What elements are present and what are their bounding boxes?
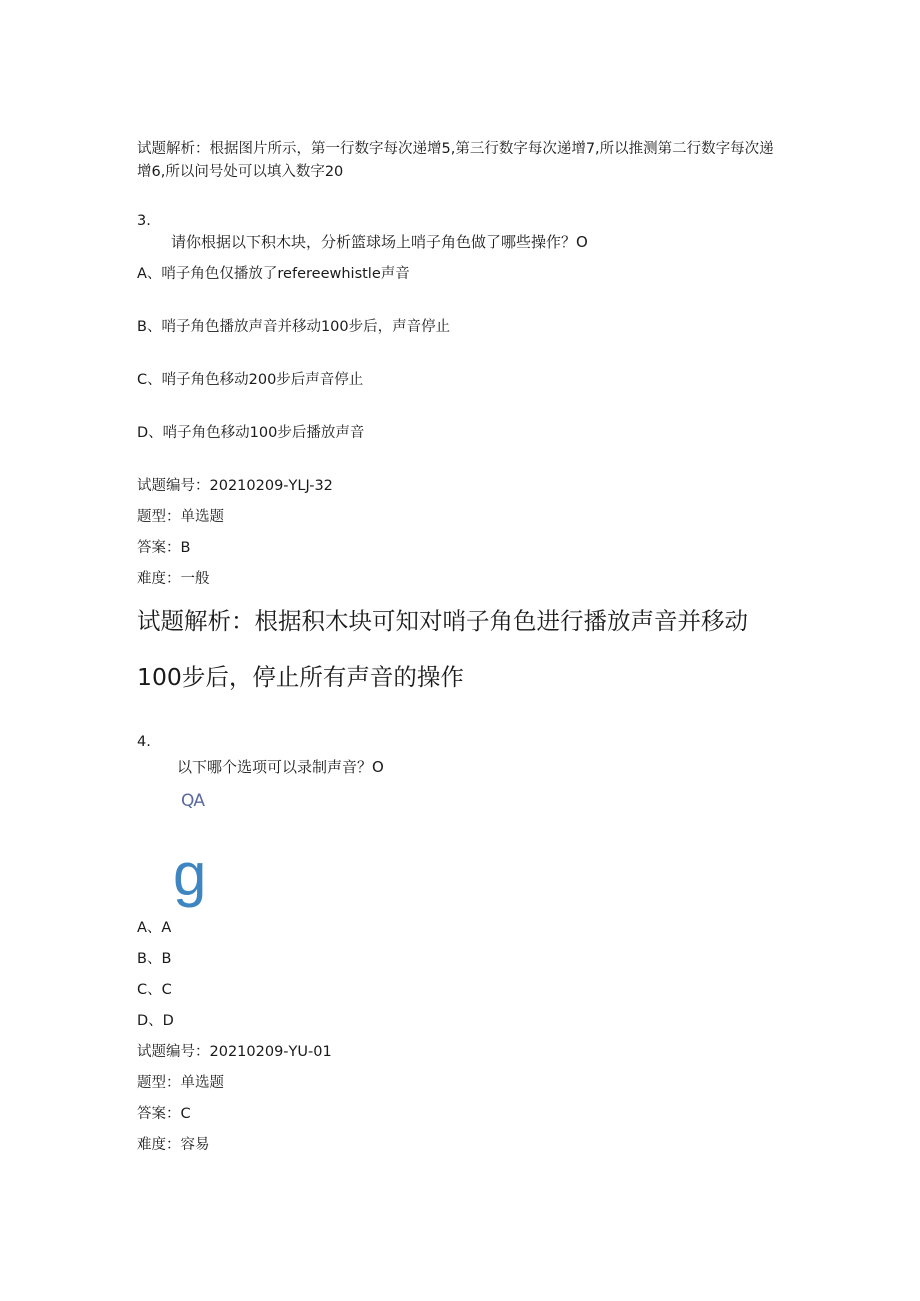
q4-id: 试题编号：20210209-YU-01 bbox=[137, 1044, 332, 1060]
q3-id: 试题编号：20210209-YLJ-32 bbox=[137, 478, 333, 494]
q4-number: 4. bbox=[137, 734, 151, 750]
q3-type: 题型：单选题 bbox=[137, 509, 224, 525]
q4-option-a: A、A bbox=[137, 920, 172, 936]
q3-difficulty: 难度：一般 bbox=[137, 571, 210, 587]
q3-analysis-line2: 100步后，停止所有声音的操作 bbox=[137, 663, 464, 691]
q3-analysis-line1: 试题解析：根据积木块可知对哨子角色进行播放声音并移动 bbox=[137, 607, 748, 635]
q4-option-b: B、B bbox=[137, 951, 172, 967]
q3-option-a: A、哨子角色仅播放了refereewhistle声音 bbox=[137, 266, 410, 282]
q3-option-b: B、哨子角色播放声音并移动100步后，声音停止 bbox=[137, 319, 451, 335]
q2-analysis: 试题解析：根据图片所示，第一行数字每次递增5,第三行数字每次递增7,所以推测第二行数字每次递增6,所以问号处可以填入数字20 bbox=[137, 141, 774, 180]
q3-answer: 答案：B bbox=[137, 540, 191, 556]
q4-option-c: C、C bbox=[137, 982, 172, 998]
q4-option-d: D、D bbox=[137, 1013, 174, 1029]
q4-image-glyph-g: g bbox=[173, 841, 207, 908]
q3-number: 3. bbox=[137, 213, 151, 229]
q3-option-d: D、哨子角色移动100步后播放声音 bbox=[137, 425, 365, 441]
q4-question: 以下哪个选项可以录制声音？O bbox=[177, 758, 384, 776]
q4-image-text-qa: QA bbox=[181, 791, 205, 811]
q3-option-c: C、哨子角色移动200步后声音停止 bbox=[137, 372, 364, 388]
q4-difficulty: 难度：容易 bbox=[137, 1137, 210, 1153]
q4-type: 题型：单选题 bbox=[137, 1075, 224, 1091]
q4-answer: 答案：C bbox=[137, 1106, 191, 1122]
q3-question: 请你根据以下积木块，分析篮球场上哨子角色做了哪些操作？O bbox=[171, 233, 588, 251]
